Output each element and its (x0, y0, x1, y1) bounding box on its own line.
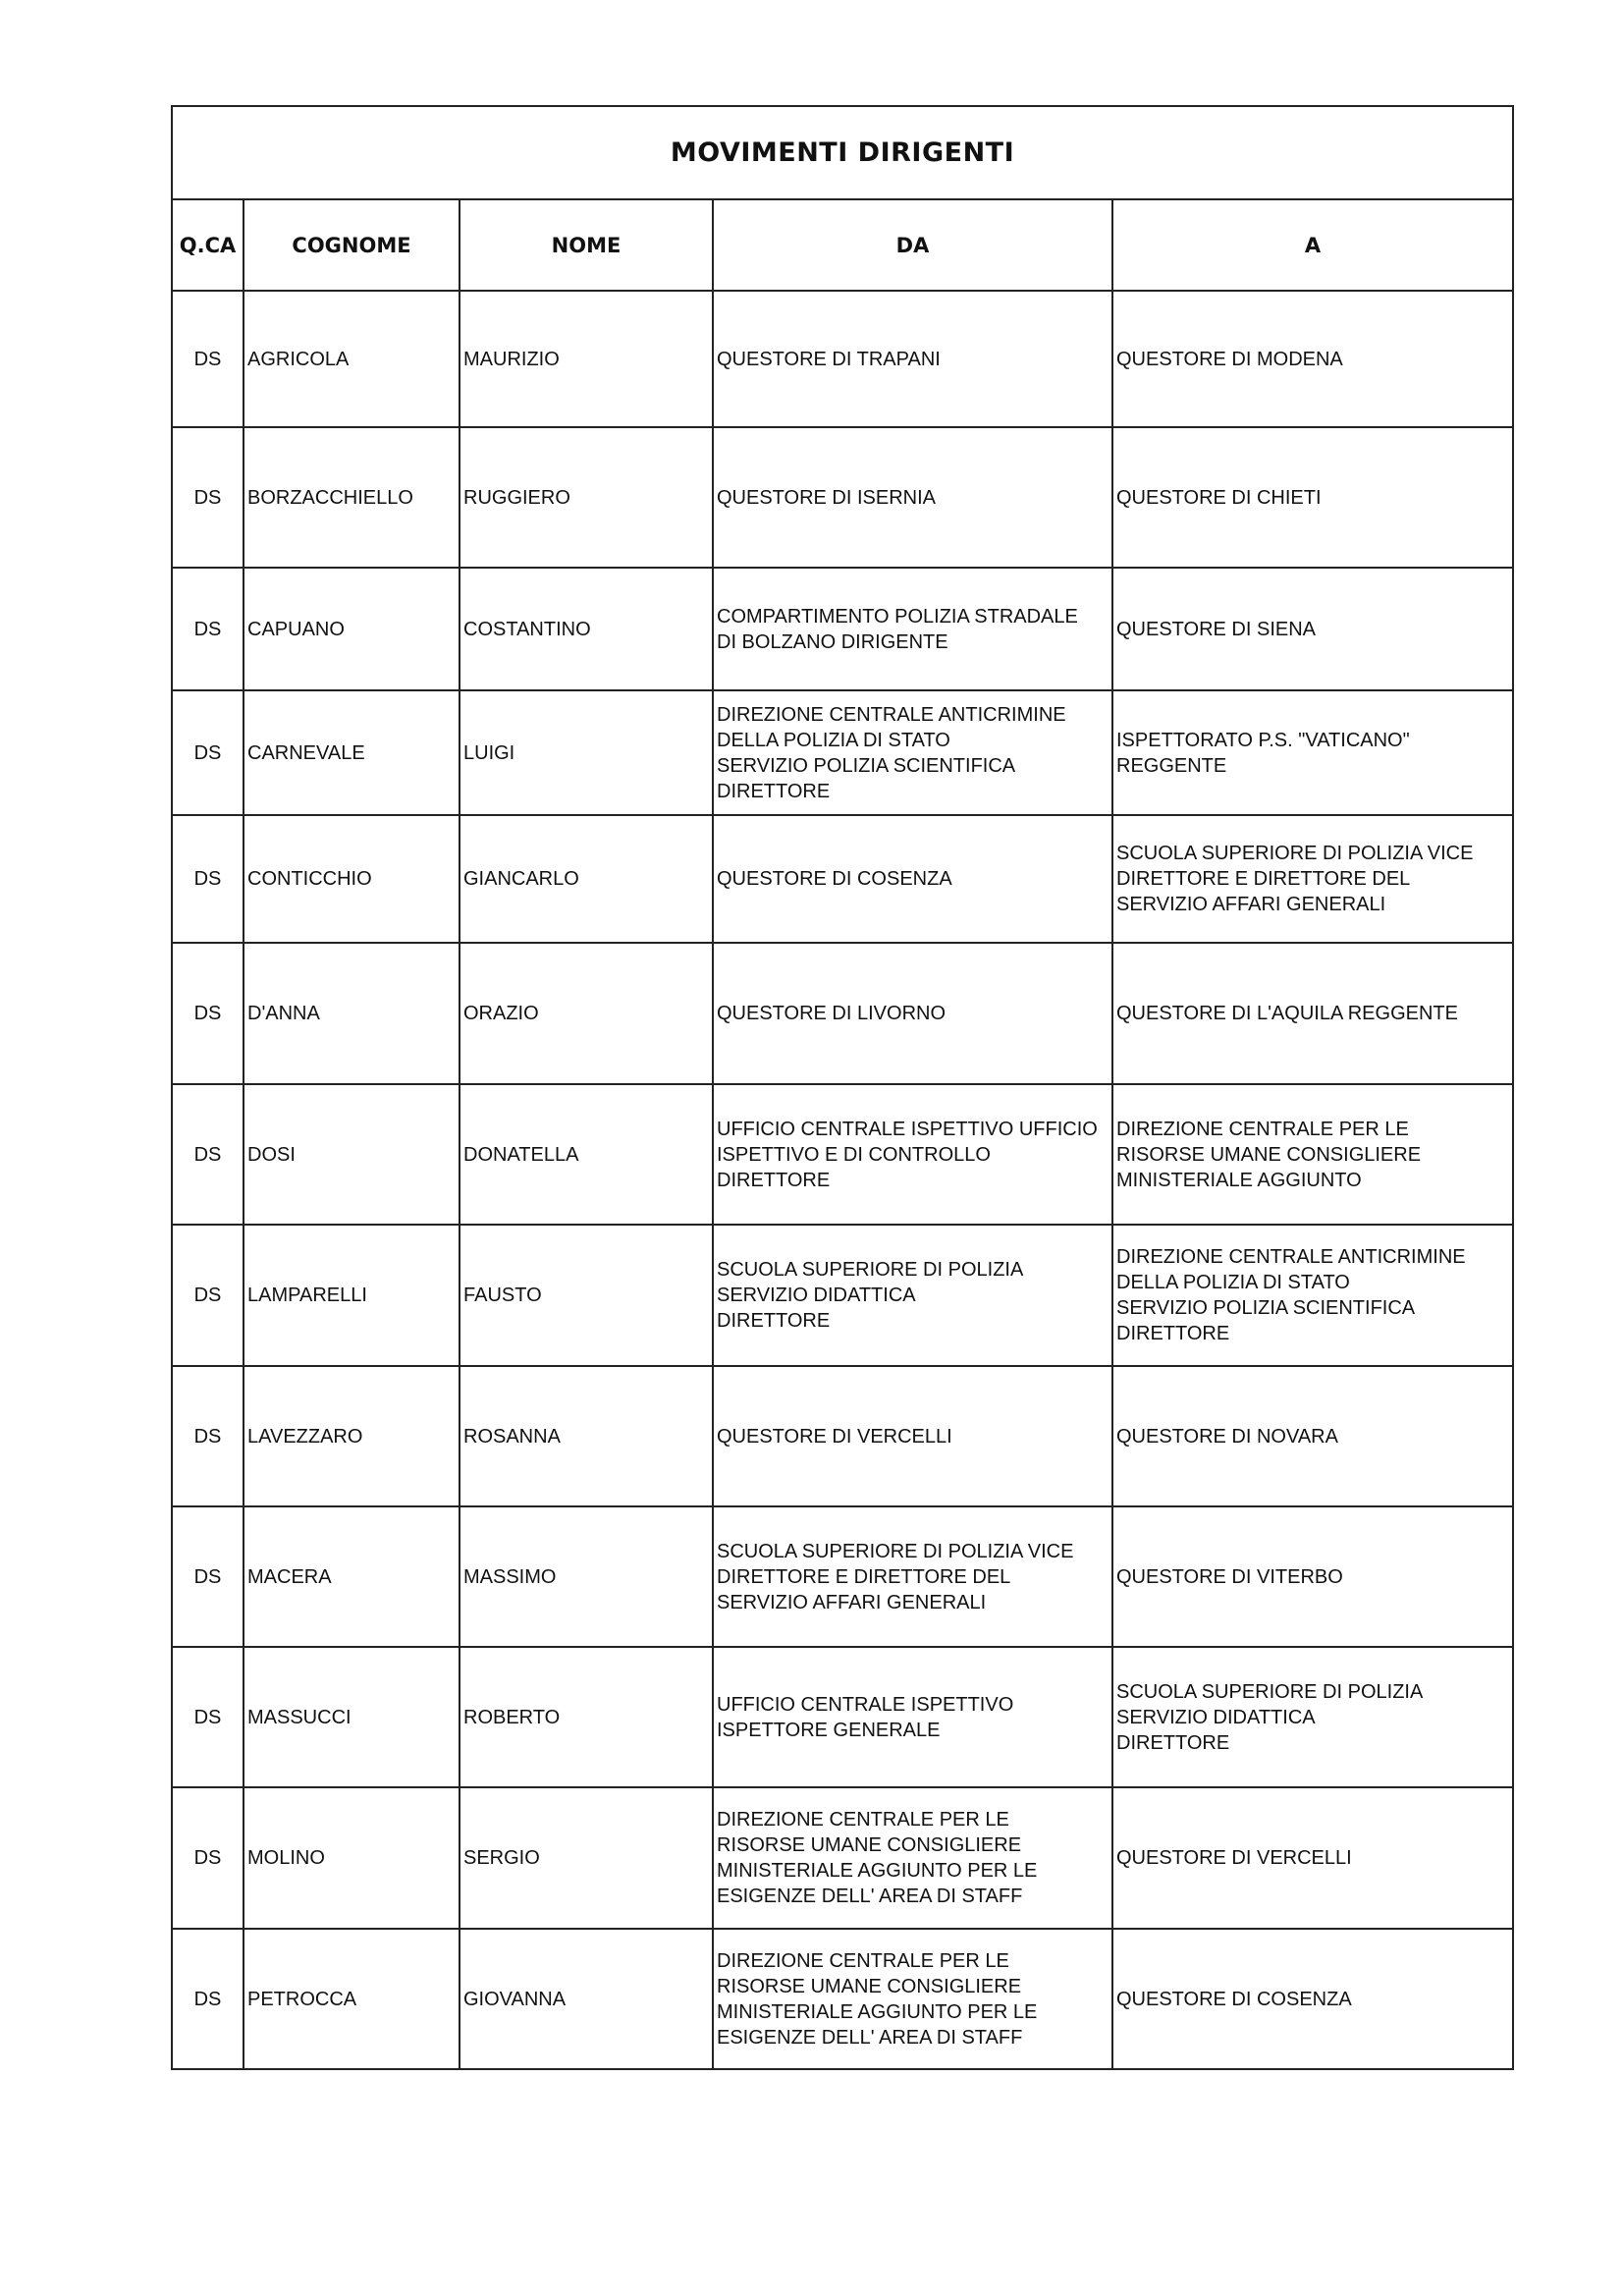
cognome-cell: AGRICOLA (243, 291, 460, 427)
qca-cell: DS (172, 1929, 243, 2069)
a-cell (1112, 815, 1513, 943)
table-body (172, 291, 1513, 2069)
table-row (172, 1084, 1513, 1225)
qca-cell: DS (172, 1647, 243, 1787)
a-cell (1112, 427, 1513, 568)
table-row (172, 427, 1513, 568)
table-row (172, 568, 1513, 690)
cognome-cell: CARNEVALE (243, 690, 460, 815)
a-line: QUESTORE DI MODENA (1116, 348, 1343, 370)
a-cell (1112, 568, 1513, 690)
nome-cell: FAUSTO (460, 1225, 713, 1366)
da-line: DIREZIONE CENTRALE PER LE (717, 1949, 1009, 1972)
da-line: DIREZIONE CENTRALE PER LE (717, 1809, 1009, 1831)
a-cell (1112, 1366, 1513, 1506)
nome-cell: ORAZIO (460, 943, 713, 1084)
qca-cell: DS (172, 427, 243, 568)
da-line: DIRETTORE E DIRETTORE DEL (717, 1565, 1011, 1588)
da-line: MINISTERIALE AGGIUNTO PER LE (717, 1860, 1038, 1882)
qca-cell: DS (172, 815, 243, 943)
da-line: SERVIZIO AFFARI GENERALI (717, 1591, 987, 1613)
a-cell (1112, 1506, 1513, 1647)
qca-cell: DS (172, 291, 243, 427)
a-cell (1112, 690, 1513, 815)
a-line: QUESTORE DI COSENZA (1116, 1988, 1352, 2010)
a-cell (1112, 1225, 1513, 1366)
da-line: ISPETTIVO E DI CONTROLLO (717, 1143, 991, 1166)
cognome-cell: CAPUANO (243, 568, 460, 690)
da-cell (713, 1366, 1112, 1506)
table-row (172, 815, 1513, 943)
da-line: SERVIZIO POLIZIA SCIENTIFICA (717, 754, 1016, 777)
da-line: QUESTORE DI LIVORNO (717, 1003, 947, 1024)
qca-cell: DS (172, 568, 243, 690)
da-cell (713, 1084, 1112, 1225)
a-cell (1112, 1647, 1513, 1787)
a-cell (1112, 943, 1513, 1084)
da-cell (713, 815, 1112, 943)
a-line: DIRETTORE (1116, 1731, 1230, 1754)
nome-cell: DONATELLA (460, 1084, 713, 1225)
table-row (172, 943, 1513, 1084)
table-row (172, 690, 1513, 815)
nome-cell: RUGGIERO (460, 427, 713, 568)
da-cell (713, 568, 1112, 690)
column-header-nome: NOME (460, 199, 713, 291)
da-line: QUESTORE DI COSENZA (717, 868, 952, 890)
a-line: DIRETTORE E DIRETTORE DEL (1116, 868, 1411, 890)
a-line: QUESTORE DI VERCELLI (1116, 1847, 1352, 1869)
a-line: QUESTORE DI NOVARA (1116, 1425, 1338, 1448)
nome-cell: ROSANNA (460, 1366, 713, 1506)
cognome-cell: MOLINO (243, 1787, 460, 1929)
a-line: SERVIZIO DIDATTICA (1116, 1706, 1316, 1728)
a-cell (1112, 291, 1513, 427)
da-line: QUESTORE DI ISERNIA (717, 486, 937, 509)
da-line: UFFICIO CENTRALE ISPETTIVO UFFICIO (717, 1118, 1098, 1140)
da-line: DIRETTORE (717, 1169, 831, 1191)
da-line: UFFICIO CENTRALE ISPETTIVO (717, 1693, 1014, 1716)
a-cell (1112, 1929, 1513, 2069)
a-line: QUESTORE DI L'AQUILA REGGENTE (1116, 1003, 1458, 1024)
column-header-a: A (1112, 199, 1513, 291)
qca-cell: DS (172, 1506, 243, 1647)
da-line: MINISTERIALE AGGIUNTO PER LE (717, 2000, 1038, 2023)
qca-cell: DS (172, 1787, 243, 1929)
da-line: SERVIZIO DIDATTICA (717, 1285, 916, 1306)
da-line: QUESTORE DI TRAPANI (717, 348, 941, 370)
table-row (172, 1929, 1513, 2069)
cognome-cell: D'ANNA (243, 943, 460, 1084)
da-line: ISPETTORE GENERALE (717, 1719, 941, 1741)
cognome-cell: DOSI (243, 1084, 460, 1225)
a-line: QUESTORE DI CHIETI (1116, 486, 1322, 509)
da-line: SCUOLA SUPERIORE DI POLIZIA VICE (717, 1540, 1074, 1562)
da-line: ESIGENZE DELL' AREA DI STAFF (717, 1886, 1023, 1907)
qca-cell: DS (172, 1084, 243, 1225)
nome-cell: ROBERTO (460, 1647, 713, 1787)
da-line: SCUOLA SUPERIORE DI POLIZIA (717, 1259, 1024, 1281)
cognome-cell: LAVEZZARO (243, 1366, 460, 1506)
da-line: DIRETTORE (717, 780, 831, 802)
a-line: QUESTORE DI VITERBO (1116, 1565, 1343, 1588)
da-cell (713, 690, 1112, 815)
a-line: ISPETTORATO P.S. "VATICANO" (1116, 729, 1410, 751)
column-header-qca: Q.CA (172, 199, 243, 291)
cognome-cell: PETROCCA (243, 1929, 460, 2069)
da-line: DI BOLZANO DIRIGENTE (717, 630, 948, 653)
cognome-cell: MACERA (243, 1506, 460, 1647)
qca-cell: DS (172, 943, 243, 1084)
da-line: RISORSE UMANE CONSIGLIERE (717, 1834, 1022, 1856)
qca-cell: DS (172, 1366, 243, 1506)
a-line: RISORSE UMANE CONSIGLIERE (1116, 1143, 1422, 1166)
da-line: DELLA POLIZIA DI STATO (717, 729, 950, 751)
cognome-cell: MASSUCCI (243, 1647, 460, 1787)
a-line: REGGENTE (1116, 754, 1227, 777)
da-line: QUESTORE DI VERCELLI (717, 1425, 952, 1448)
column-header-da: DA (713, 199, 1112, 291)
da-cell (713, 1225, 1112, 1366)
a-line: SERVIZIO POLIZIA SCIENTIFICA (1116, 1297, 1416, 1319)
a-line: DIREZIONE CENTRALE PER LE (1116, 1118, 1409, 1140)
table-row (172, 1225, 1513, 1366)
qca-cell: DS (172, 690, 243, 815)
table-row (172, 1366, 1513, 1506)
da-line: ESIGENZE DELL' AREA DI STAFF (717, 2026, 1023, 2049)
nome-cell: COSTANTINO (460, 568, 713, 690)
table-row (172, 291, 1513, 427)
a-line: SCUOLA SUPERIORE DI POLIZIA VICE (1116, 843, 1474, 864)
table-title: MOVIMENTI DIRIGENTI (172, 106, 1513, 199)
da-cell (713, 1787, 1112, 1929)
header-row (172, 199, 1513, 291)
da-line: RISORSE UMANE CONSIGLIERE (717, 1975, 1022, 1997)
a-line: SCUOLA SUPERIORE DI POLIZIA (1116, 1680, 1424, 1703)
a-line: DIREZIONE CENTRALE ANTICRIMINE (1116, 1246, 1466, 1268)
da-cell (713, 291, 1112, 427)
a-line: MINISTERIALE AGGIUNTO (1116, 1169, 1362, 1191)
cognome-cell: CONTICCHIO (243, 815, 460, 943)
a-line: DIRETTORE (1116, 1323, 1230, 1344)
nome-cell: MAURIZIO (460, 291, 713, 427)
nome-cell: MASSIMO (460, 1506, 713, 1647)
table-row (172, 1506, 1513, 1647)
a-cell (1112, 1787, 1513, 1929)
table-row (172, 1647, 1513, 1787)
a-line: DELLA POLIZIA DI STATO (1116, 1272, 1350, 1293)
title-row (172, 106, 1513, 199)
da-line: DIREZIONE CENTRALE ANTICRIMINE (717, 703, 1066, 726)
cognome-cell: LAMPARELLI (243, 1225, 460, 1366)
da-line: COMPARTIMENTO POLIZIA STRADALE (717, 605, 1078, 628)
a-line: SERVIZIO AFFARI GENERALI (1116, 894, 1386, 915)
nome-cell: SERGIO (460, 1787, 713, 1929)
cognome-cell: BORZACCHIELLO (243, 427, 460, 568)
table-row (172, 1787, 1513, 1929)
a-cell (1112, 1084, 1513, 1225)
da-cell (713, 1929, 1112, 2069)
da-cell (713, 1647, 1112, 1787)
a-line: QUESTORE DI SIENA (1116, 618, 1317, 640)
qca-cell: DS (172, 1225, 243, 1366)
movements-table (171, 105, 1514, 2070)
nome-cell: LUIGI (460, 690, 713, 815)
da-cell (713, 1506, 1112, 1647)
column-header-cognome: COGNOME (243, 199, 460, 291)
nome-cell: GIANCARLO (460, 815, 713, 943)
document-sheet (171, 105, 1512, 2070)
da-line: DIRETTORE (717, 1310, 831, 1332)
nome-cell: GIOVANNA (460, 1929, 713, 2069)
da-cell (713, 943, 1112, 1084)
da-cell (713, 427, 1112, 568)
